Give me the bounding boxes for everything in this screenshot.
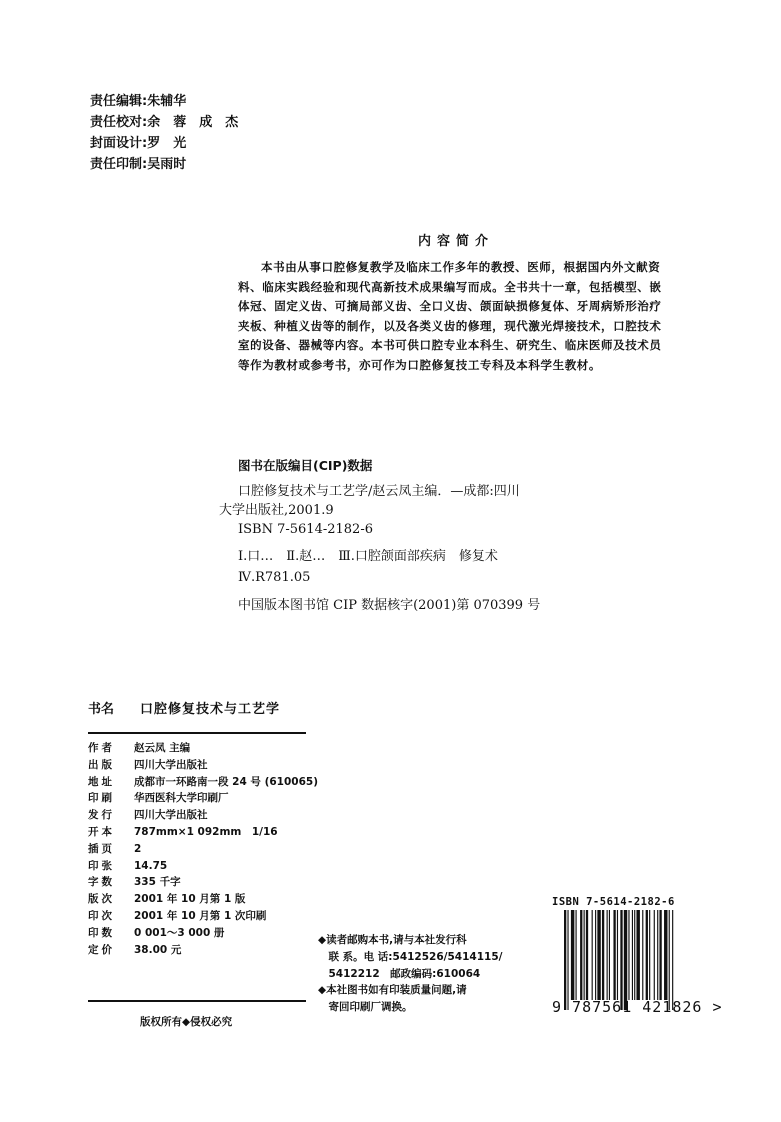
- barcode-bar: [654, 910, 655, 1000]
- detail-value: 四川大学出版社: [134, 758, 208, 771]
- note-line: ◆读者邮购本书,请与本社发行科: [318, 934, 467, 946]
- detail-value: 华西医科大学印刷厂: [134, 792, 229, 805]
- barcode-bar: [571, 910, 574, 1000]
- book-details: [88, 740, 318, 958]
- credit-editor: 责任编辑:朱辅华: [90, 94, 187, 109]
- barcode-isbn-label: ISBN 7-5614-2182-6: [552, 896, 675, 908]
- barcode-bar: [602, 910, 604, 1000]
- barcode-bar: [584, 910, 585, 1000]
- detail-value: 2001 年 10 月第 1 次印刷: [134, 909, 267, 922]
- detail-label: 发行: [88, 809, 115, 822]
- detail-label: 定价: [88, 943, 115, 956]
- detail-label: 印数: [88, 926, 115, 939]
- detail-label: 地址: [88, 775, 115, 788]
- barcode-bars: [552, 910, 702, 1010]
- detail-row: [88, 925, 318, 942]
- barcode-bar: [649, 910, 650, 1000]
- detail-value: 0 001～3 000 册: [134, 926, 225, 939]
- reader-notes: [318, 932, 502, 1016]
- barcode-bar: [576, 910, 577, 1000]
- barcode-bar: [617, 910, 618, 1000]
- barcode: [552, 896, 723, 1016]
- detail-row: [88, 858, 318, 875]
- cip-record: 中国版本图书馆 CIP 数据核字(2001)第 070399 号: [238, 598, 541, 613]
- cip-heading: 图书在版编目(CIP)数据: [238, 458, 373, 473]
- barcode-bar: [669, 910, 670, 1010]
- note-line: 联 系。电 话:5412526/5414115/: [318, 950, 503, 963]
- note-line: 5412212 邮政编码:610064: [318, 967, 481, 980]
- detail-value: 成都市一环路南一段 24 号 (610065): [134, 775, 319, 788]
- cip-subjects: Ⅰ.口… Ⅱ.赵… Ⅲ.口腔颌面部疾病 修复术: [238, 549, 498, 564]
- credit-proofreader: 责任校对:余 蓉 成 杰: [90, 115, 239, 130]
- barcode-bar: [592, 910, 593, 1000]
- detail-row: [88, 774, 318, 791]
- detail-value: 2001 年 10 月第 1 版: [134, 893, 246, 906]
- detail-value: 14.75: [134, 859, 168, 872]
- barcode-bar: [586, 910, 588, 1000]
- cip-title-line: 口腔修复技术与工艺学/赵云凤主编．—成都:四川: [238, 484, 520, 499]
- barcode-bar: [657, 910, 658, 1000]
- barcode-bar: [642, 910, 643, 1000]
- detail-label: 作者: [88, 742, 115, 754]
- detail-label: 插页: [88, 842, 115, 855]
- detail-value: 787mm×1 092mm 1/16: [134, 825, 278, 838]
- detail-row: [88, 824, 318, 841]
- detail-row: [88, 874, 318, 891]
- barcode-bar: [636, 910, 639, 1000]
- detail-value: 四川大学出版社: [134, 809, 208, 822]
- barcode-bar: [580, 910, 582, 1000]
- detail-label: 字数: [88, 876, 115, 889]
- detail-label: 版次: [88, 893, 115, 906]
- barcode-bar: [620, 910, 622, 1010]
- intro-body: 本书由从事口腔修复教学及临床工作多年的教授、医师，根据国内外文献资料、临床实践经验和现代高新技术成果编写而成。全书共十一章，包括模型、嵌体冠、固定义齿、可摘局部义齿、全口义齿、颌面缺损修复体、牙周病矫形治疗夹板、种植义齿等的制作，以及各类义齿的修理，现代激光焊接技术，口腔技术室的设备、器械等内容。本书可供口腔专业本科生、研究生、临床医师及技术员等作为教材或参考书，亦可作为口腔修复技工专科及本科学生教材。: [238, 260, 662, 372]
- divider: [88, 732, 306, 734]
- barcode-bar: [607, 910, 608, 1000]
- barcode-bar: [597, 910, 600, 1000]
- detail-label: 出版: [88, 758, 115, 771]
- detail-label: 印次: [88, 909, 115, 922]
- barcode-bar: [664, 910, 667, 1000]
- book-name: 口腔修复技术与工艺学: [140, 702, 281, 717]
- detail-row: [88, 807, 318, 824]
- intro-title: 内容简介: [418, 234, 495, 249]
- barcode-bar: [632, 910, 633, 1000]
- detail-value: 335 千字: [134, 876, 181, 889]
- detail-row: [88, 841, 318, 858]
- detail-row: [88, 908, 318, 925]
- detail-row: [88, 740, 318, 757]
- barcode-bar: [564, 910, 566, 1010]
- detail-row: [88, 942, 318, 959]
- cip-isbn: ISBN 7-5614-2182-6: [238, 522, 373, 537]
- barcode-bar: [567, 910, 568, 1010]
- credit-cover-design: 封面设计:罗 光: [90, 136, 187, 151]
- barcode-bar: [609, 910, 610, 1000]
- rights-notice: 版权所有◆侵权必究: [140, 1016, 233, 1028]
- detail-row: [88, 891, 318, 908]
- detail-row: [88, 790, 318, 807]
- detail-label: 印刷: [88, 792, 115, 805]
- barcode-ean-digits: 9 787561 421826 >: [552, 998, 723, 1016]
- note-line: ◆本社图书如有印装质量问题,请: [318, 984, 467, 997]
- barcode-bar: [646, 910, 648, 1000]
- cip-publisher-line: 大学出版社,2001.9: [219, 503, 334, 518]
- divider: [88, 1000, 306, 1002]
- detail-row: [88, 757, 318, 774]
- barcode-bar: [634, 910, 635, 1000]
- barcode-bar: [624, 910, 627, 1010]
- note-line: 寄回印刷厂调换。: [318, 1001, 413, 1014]
- barcode-bar: [672, 910, 673, 1010]
- detail-label: 印张: [88, 859, 115, 872]
- barcode-bar: [595, 910, 596, 1000]
- barcode-bar: [628, 910, 629, 1000]
- barcode-bar: [659, 910, 661, 1000]
- book-name-label: 书名: [88, 702, 115, 717]
- cip-classification: Ⅳ.R781.05: [238, 570, 311, 585]
- detail-value: 2: [134, 842, 142, 855]
- detail-value: 38.00 元: [134, 943, 182, 956]
- detail-label: 开本: [88, 825, 115, 838]
- barcode-bar: [613, 910, 615, 1000]
- detail-value: 赵云凤 主编: [134, 742, 191, 754]
- credit-printing: 责任印制:吴雨时: [90, 157, 187, 172]
